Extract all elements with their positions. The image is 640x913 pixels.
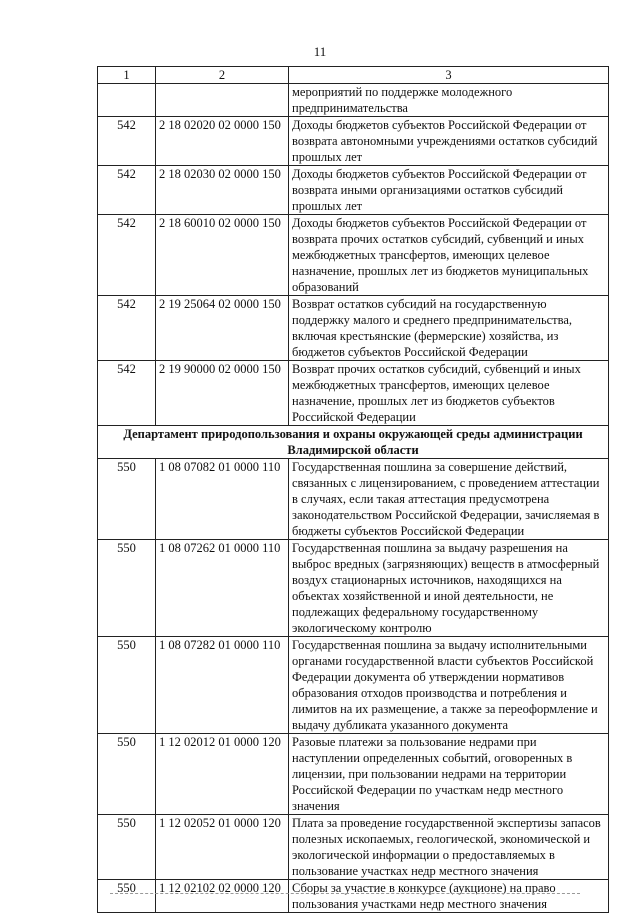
budget-code-cell: 2 18 02020 02 0000 150 — [156, 117, 289, 166]
description-cell: Доходы бюджетов субъектов Российской Федерации от возврата прочих остатков субсидий, субвенций и иных межбюджетных трансфертов, имеющих целевое назначение, прошлых лет из бюджетов муниципальных образований — [289, 215, 609, 296]
description-cell: Возврат прочих остатков субсидий, субвенций и иных межбюджетных трансфертов, имеющих целевое назначение, прошлых лет из бюджетов субъектов Российской Федерации — [289, 361, 609, 426]
budget-code-cell: 2 19 90000 02 0000 150 — [156, 361, 289, 426]
description-cell: Государственная пошлина за выдачу исполнительными органами государственной власти субъектов Российской Федерации документа об утверждении нормативов образования отходов производства и потребления и лимитов на их размещение, а также за переоформление и выдачу дубликата указанного документа — [289, 637, 609, 734]
table-row — [98, 166, 609, 215]
table-row — [98, 84, 609, 117]
budget-code-cell: 1 12 02012 01 0000 120 — [156, 734, 289, 815]
table-row — [98, 815, 609, 880]
table-row — [98, 117, 609, 166]
budget-code-cell: 2 18 02030 02 0000 150 — [156, 166, 289, 215]
table-row — [98, 215, 609, 296]
description-cell: Государственная пошлина за совершение действий, связанных с лицензированием, с проведением аттестации в случаях, если такая аттестация предусмотрена законодательством Российской Федерации, зачисляемая в бюджеты субъектов Российской Федерации — [289, 459, 609, 540]
table-row — [98, 361, 609, 426]
admin-code-cell: 542 — [98, 117, 156, 166]
admin-code-cell: 550 — [98, 734, 156, 815]
table-body — [98, 84, 609, 913]
admin-code-cell: 550 — [98, 459, 156, 540]
budget-code-cell: 2 18 60010 02 0000 150 — [156, 215, 289, 296]
column-header-admin: 1 — [98, 67, 156, 84]
section-header-row — [98, 426, 609, 459]
description-cell: Доходы бюджетов субъектов Российской Федерации от возврата автономными учреждениями остатков субсидий прошлых лет — [289, 117, 609, 166]
budget-classification-table — [97, 66, 609, 913]
admin-code-cell: 542 — [98, 166, 156, 215]
description-cell: мероприятий по поддержке молодежного предпринимательства — [289, 84, 609, 117]
description-cell: Разовые платежи за пользование недрами при наступлении определенных событий, оговоренных в лицензии, при пользовании недрами на территории Российской Федерации по участкам недр местного значения — [289, 734, 609, 815]
budget-code-cell: 1 08 07082 01 0000 110 — [156, 459, 289, 540]
admin-code-cell: 550 — [98, 540, 156, 637]
table-header-row — [98, 67, 609, 84]
section-title: Департамент природопользования и охраны окружающей среды администрации Владимирской области — [98, 426, 609, 459]
budget-code-cell: 1 12 02052 01 0000 120 — [156, 815, 289, 880]
admin-code-cell: 550 — [98, 880, 156, 913]
description-cell: Плата за проведение государственной экспертизы запасов полезных ископаемых, геологической, экономической и экологической информации о предоставляемых в пользование участках недр местного значения — [289, 815, 609, 880]
description-cell: Доходы бюджетов субъектов Российской Федерации от возврата иными организациями остатков субсидий прошлых лет — [289, 166, 609, 215]
column-header-code: 2 — [156, 67, 289, 84]
table-row — [98, 540, 609, 637]
page-number: 11 — [313, 44, 327, 59]
admin-code-cell — [98, 84, 156, 117]
budget-code-cell: 1 12 02102 02 0000 120 — [156, 880, 289, 913]
table-row — [98, 459, 609, 540]
table-row — [98, 734, 609, 815]
admin-code-cell: 542 — [98, 215, 156, 296]
table-row — [98, 880, 609, 913]
admin-code-cell: 542 — [98, 296, 156, 361]
table-row — [98, 296, 609, 361]
table-row — [98, 637, 609, 734]
page-bottom-line — [110, 893, 580, 894]
description-cell: Возврат остатков субсидий на государственную поддержку малого и среднего предпринимательства, включая крестьянские (фермерские) хозяйства, из бюджетов субъектов Российской Федерации — [289, 296, 609, 361]
column-header-description: 3 — [289, 67, 609, 84]
budget-code-cell — [156, 84, 289, 117]
description-cell: Сборы за участие в конкурсе (аукционе) на право пользования участками недр местного значения — [289, 880, 609, 913]
budget-code-cell: 1 08 07262 01 0000 110 — [156, 540, 289, 637]
admin-code-cell: 550 — [98, 815, 156, 880]
budget-code-cell: 2 19 25064 02 0000 150 — [156, 296, 289, 361]
admin-code-cell: 550 — [98, 637, 156, 734]
admin-code-cell: 542 — [98, 361, 156, 426]
budget-code-cell: 1 08 07282 01 0000 110 — [156, 637, 289, 734]
description-cell: Государственная пошлина за выдачу разрешения на выброс вредных (загрязняющих) веществ в атмосферный воздух стационарных источников, находящихся на объектах хозяйственной и иной деятельности, не подлежащих федеральному государственному экологическому контролю — [289, 540, 609, 637]
